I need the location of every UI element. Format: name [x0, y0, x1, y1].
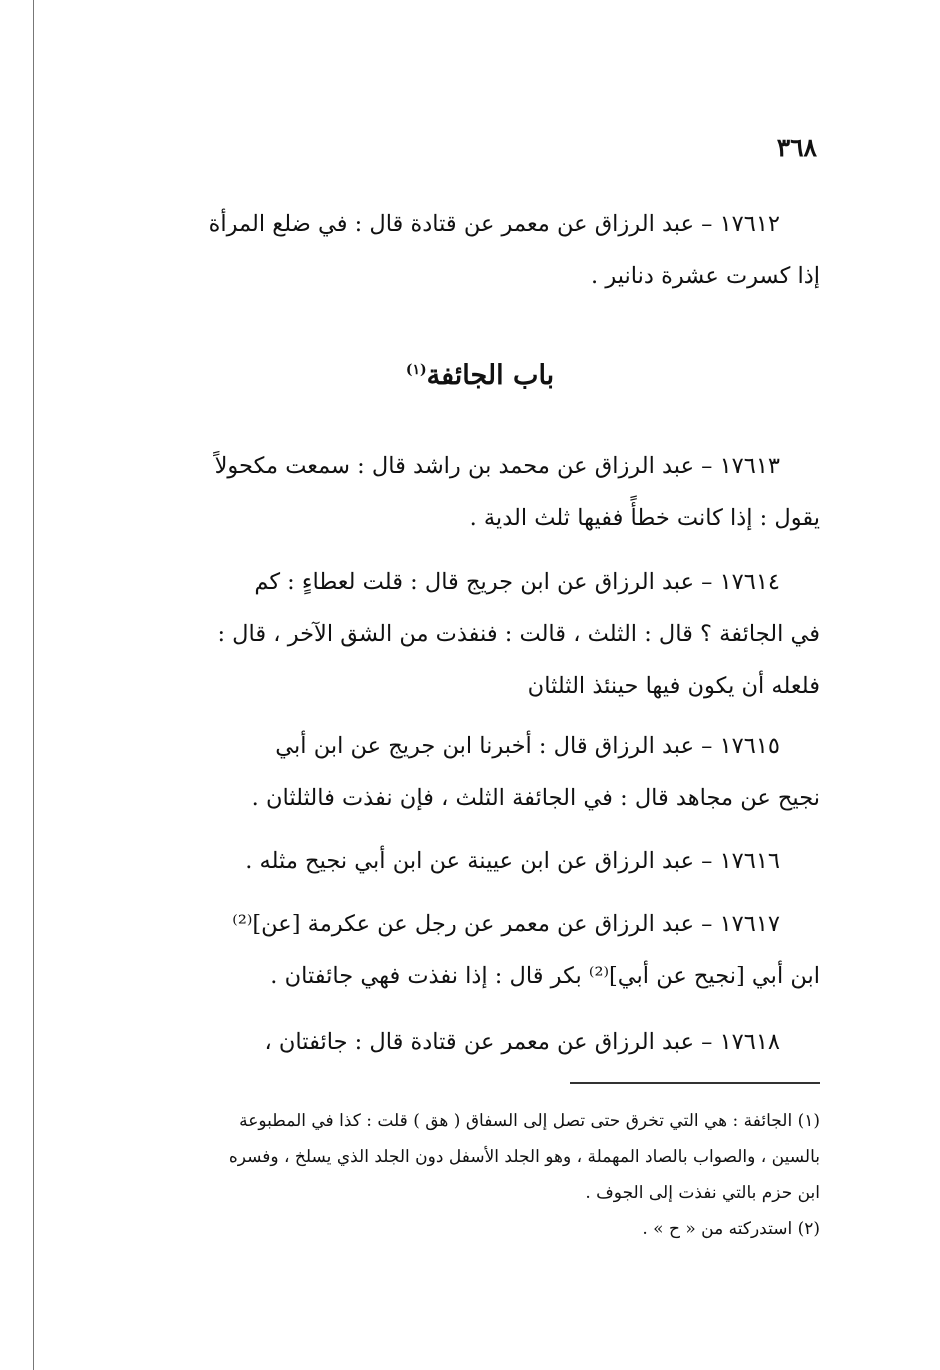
entry-line: في الجائفة ؟ قال : الثلث ، قالت : فنفذت من الشق الآخر ، قال : [217, 621, 820, 647]
entry-line: نجيح عن مجاهد قال : في الجائفة الثلث ، فإن نفذت فالثلثان . [251, 785, 820, 811]
footnote-line: (١) الجائفة : هي التي تخرق حتى تصل إلى السفاق ( هق ) قلت : كذا في المطبوعة [239, 1111, 820, 1131]
entry-17617 [140, 898, 820, 1002]
entry-17618 [140, 1016, 820, 1068]
entry-line: ١٧٦١٧ – عبد الرزاق عن معمر عن رجل عن عكرمة [عن]⁽²⁾ [232, 911, 780, 937]
footnote-divider [570, 1082, 820, 1084]
section-heading [340, 360, 620, 391]
footnote-line: (٢) استدركته من « ح » . [642, 1219, 820, 1239]
entry-17615 [140, 720, 820, 824]
entry-17612 [140, 198, 820, 302]
entry-17613 [140, 440, 820, 544]
entry-17614 [140, 556, 820, 712]
entry-line: ١٧٦١٤ – عبد الرزاق عن ابن جريج قال : قلت لعطاءٍ : كم [254, 569, 780, 595]
entry-line: ١٧٦١٣ – عبد الرزاق عن محمد بن راشد قال : سمعت مكحولاً [214, 453, 780, 479]
page-number: ٣٦٨ [776, 133, 817, 162]
entry-line: يقول : إذا كانت خطأً ففيها ثلث الدية . [469, 505, 820, 531]
entry-line: ابن أبي [نجيح عن أبي]⁽²⁾ بكر قال : إذا نفذت فهي جائفتان . [270, 963, 820, 989]
heading-note-mark: (١) [405, 362, 427, 378]
entry-line: ١٧٦١٥ – عبد الرزاق قال : أخبرنا ابن جريج عن ابن أبي [275, 733, 780, 759]
entry-17616 [140, 835, 820, 887]
footnotes [140, 1103, 820, 1247]
entry-line: ١٧٦١٨ – عبد الرزاق عن معمر عن قتادة قال : جائفتان ، [264, 1029, 780, 1055]
footnote-line: ابن حزم بالتي نفذت إلى الجوف . [585, 1183, 820, 1203]
entry-line: ١٧٦١٢ – عبد الرزاق عن معمر عن قتادة قال : في ضلع المرأة [208, 211, 780, 237]
footnote-line: بالسين ، والصواب بالصاد المهملة ، وهو الجلد الأسفل دون الجلد الذي يسلخ ، وفسره [228, 1147, 820, 1167]
entry-line: إذا كسرت عشرة دنانير . [591, 263, 820, 289]
entry-line: ١٧٦١٦ – عبد الرزاق عن ابن عيينة عن ابن أبي نجيح مثله . [245, 848, 780, 874]
heading-text: باب الجائفة [426, 360, 555, 391]
page-edge-line [33, 0, 34, 1370]
entry-line: فلعله أن يكون فيها حينئذ الثلثان [527, 673, 820, 699]
